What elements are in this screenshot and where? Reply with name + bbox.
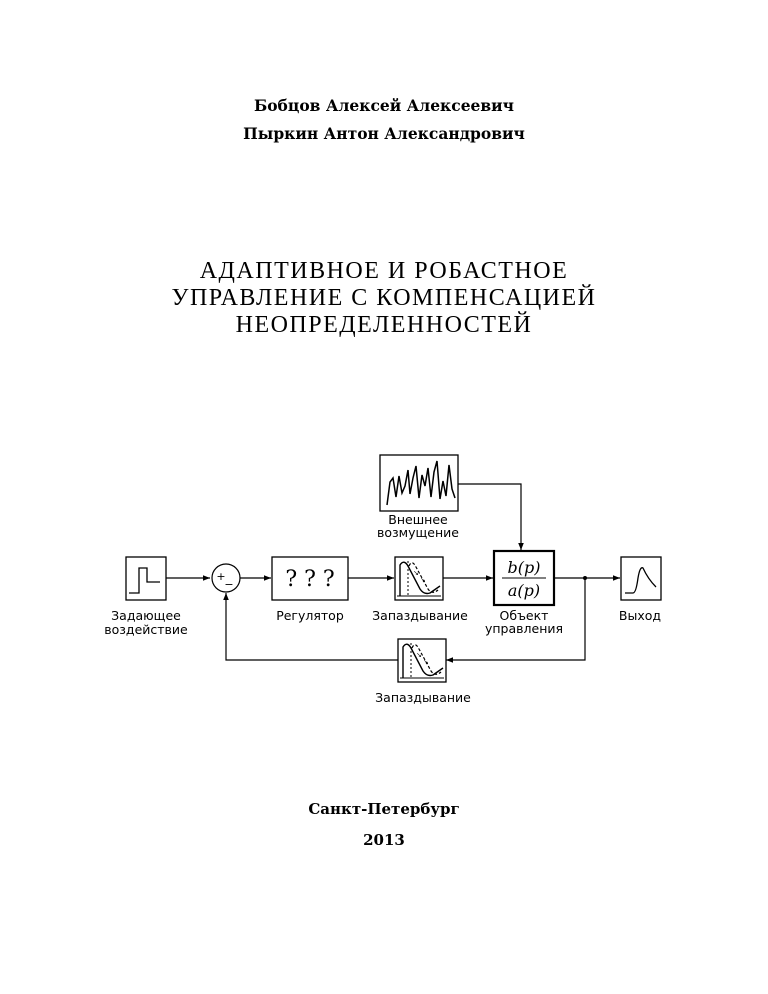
- plant-label-2: управления: [484, 621, 564, 636]
- controller-block: [272, 557, 348, 600]
- disturbance-block: [380, 455, 458, 511]
- plant-label-1: Объект: [499, 608, 549, 623]
- year: 2013: [363, 831, 405, 849]
- reference-label-2: воздействие: [104, 622, 188, 637]
- plant-block: [494, 551, 554, 605]
- city: Санкт-Петербург: [308, 800, 460, 818]
- plant-denominator: a(p): [507, 581, 541, 600]
- disturbance-label-2: возмущение: [377, 525, 459, 540]
- feedback-delay-label: Запаздывание: [375, 690, 471, 705]
- reference-label-1: Задающее: [111, 608, 181, 623]
- output-block: [621, 557, 661, 600]
- controller-unknown-text: ? ? ?: [285, 567, 335, 592]
- output-label: Выход: [618, 608, 662, 623]
- summing-junction: [212, 564, 240, 592]
- svg-text:↘: ↘: [413, 569, 419, 577]
- plant-numerator: b(p): [507, 558, 541, 577]
- title-line-2: УПРАВЛЕНИЕ С КОМПЕНСАЦИЕЙ: [171, 285, 597, 311]
- controller-label: Регулятор: [276, 608, 344, 623]
- sum-plus-sign: +: [216, 570, 226, 583]
- title-line-3: НЕОПРЕДЕЛЕННОСТЕЙ: [235, 312, 533, 338]
- svg-text:↘: ↘: [423, 658, 429, 666]
- author-1: Бобцов Алексей Алексеевич: [253, 96, 515, 115]
- forward-delay-label: Запаздывание: [372, 608, 468, 623]
- title-line-1: АДАПТИВНОЕ И РОБАСТНОЕ: [199, 258, 569, 284]
- reference-block: [126, 557, 166, 600]
- feedback-line-out: [226, 593, 398, 660]
- sum-minus-sign: −: [224, 578, 234, 591]
- disturbance-label-1: Внешнее: [388, 512, 448, 527]
- feedback-delay-block: [398, 639, 446, 682]
- forward-delay-block: [395, 557, 443, 600]
- disturbance-line: [458, 484, 521, 550]
- svg-text:↘: ↘: [420, 576, 426, 584]
- svg-text:↘: ↘: [416, 651, 422, 659]
- publication-info: [0, 794, 768, 856]
- author-2: Пыркин Антон Александрович: [243, 124, 525, 143]
